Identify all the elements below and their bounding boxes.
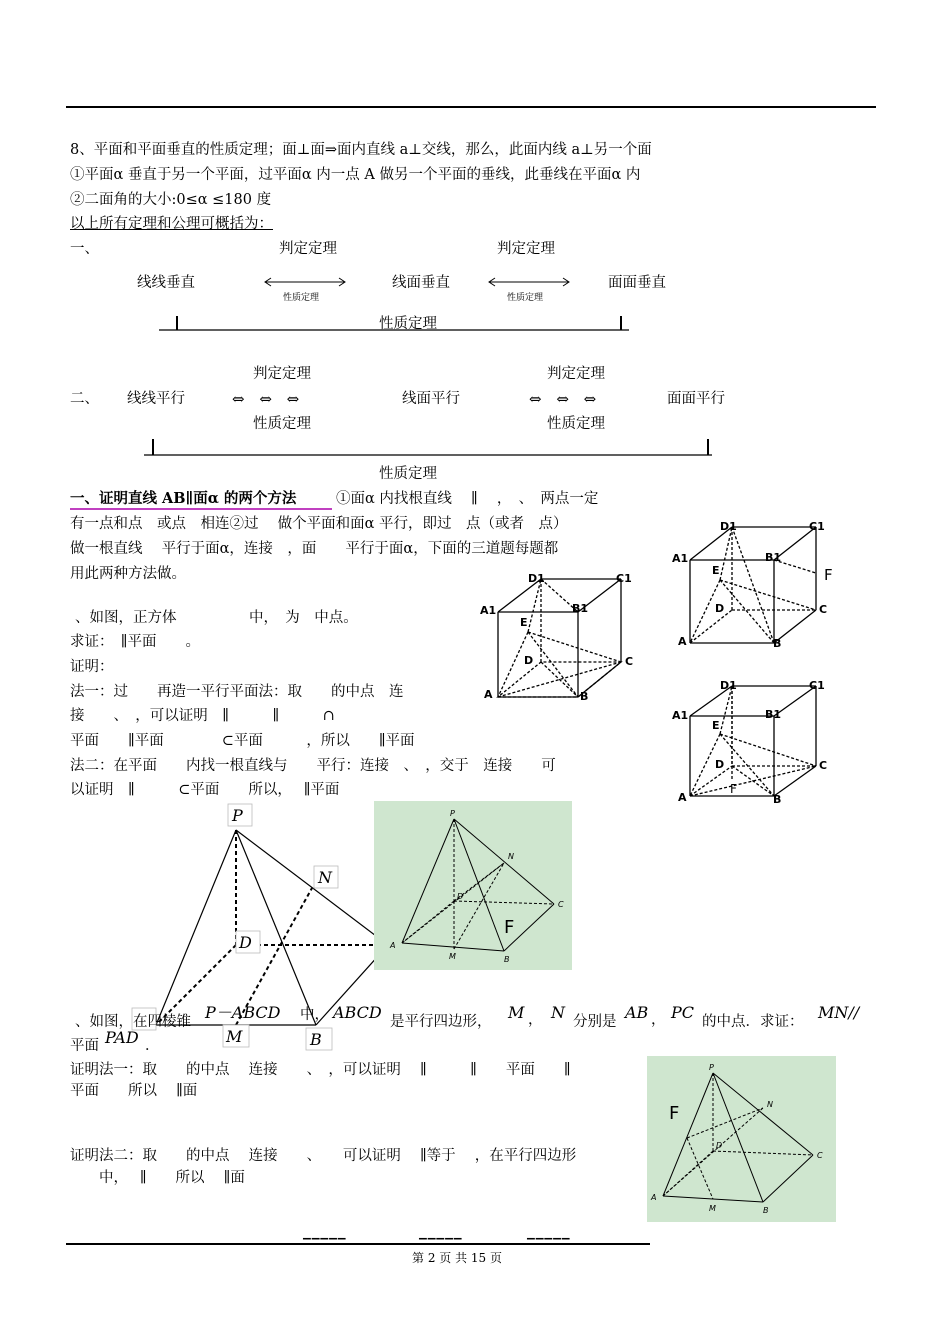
cube2-label-c: C bbox=[819, 603, 828, 616]
cube3-label-f: F bbox=[730, 782, 737, 796]
scheme2-arrows-1: ⇔ ⇔ ⇔ bbox=[232, 390, 300, 408]
cube2-label-b1: B1 bbox=[765, 551, 782, 564]
scheme2-judge-1: 判定定理 bbox=[253, 366, 311, 382]
pyramid-figure-green-top bbox=[374, 801, 572, 970]
ex2-ab: AB bbox=[625, 1003, 649, 1022]
pyr-label-p: P bbox=[232, 806, 243, 825]
ex2-dot: ． bbox=[145, 1038, 160, 1054]
method-line-4: 用此两种方法做。 bbox=[70, 566, 186, 582]
g2pyr-label-c: C bbox=[817, 1151, 823, 1160]
theorem-8-line: 8、平面和平面垂直的性质定理；面⊥面⇒面内直线 a⊥交线，那么，此面内线 a⊥另一个面 bbox=[70, 142, 652, 158]
g2pyr-label-d: D bbox=[716, 1141, 723, 1150]
ex2-m: M bbox=[508, 1003, 525, 1022]
method-line-1: ①面α 内找根直线 ∥ ， 、 两点一定 bbox=[336, 491, 599, 507]
ex1-line-1: 、如图，正方体 中， 为 中点。 bbox=[75, 610, 358, 626]
theorem-8-item-1: ①平面α 垂直于另一个平面，过平面α 内一点 A 做另一个平面的垂线，此垂线在平面α 内 bbox=[70, 167, 641, 183]
ex2-pabcd: P－ABCD bbox=[205, 1003, 281, 1022]
ex2-method1-b: 平面 所以 ∥面 bbox=[70, 1083, 198, 1099]
cube-figure-top-right bbox=[668, 518, 840, 650]
scheme2-arrows-2: ⇔ ⇔ ⇔ bbox=[529, 390, 597, 408]
scheme2-plane-plane: 面面平行 bbox=[667, 391, 725, 407]
g2pyr-label-a: A bbox=[651, 1193, 657, 1202]
gpyr-label-n: N bbox=[508, 852, 514, 861]
ex1-line-8: 以证明 ∥ ⊂平面 所以， ∥平面 bbox=[70, 782, 340, 798]
ex2-mn: MN// bbox=[818, 1003, 860, 1022]
method-line-2: 有一点和点 或点 相连②过 做个平面和面α 平行，即过 点（或者 点） bbox=[70, 516, 568, 532]
pyr-label-d: D bbox=[239, 933, 252, 952]
ex2-comma: ， bbox=[528, 1012, 543, 1028]
ex2-method1-a: 证明法一：取 的中点 连接 、 ，可以证明 ∥ ∥ 平面 ∥ bbox=[70, 1062, 571, 1078]
ex2-plane: 平面 bbox=[70, 1038, 99, 1054]
pyr-label-b: B bbox=[310, 1030, 322, 1049]
footer-rule bbox=[66, 1243, 650, 1245]
scheme1-prop-bottom: 性质定理 bbox=[379, 316, 437, 332]
cube3-label-a1: A1 bbox=[672, 709, 689, 722]
cube2-label-b: B bbox=[773, 637, 782, 650]
ex2-line-1: 、如图，在四棱锥 bbox=[75, 1014, 191, 1030]
g2pyr-label-n: N bbox=[767, 1100, 773, 1109]
method-line-3: 做一根直线 平行于面α，连接 ，面 平行于面α，下面的三道题每题都 bbox=[70, 541, 559, 557]
cube-label-b: B bbox=[580, 690, 589, 703]
scheme1-prop-small-2: 性质定理 bbox=[507, 293, 544, 303]
ex2-abcd: ABCD bbox=[333, 1003, 382, 1022]
header-rule bbox=[66, 106, 876, 108]
scheme1-plane-plane: 面面垂直 bbox=[608, 275, 666, 291]
ex1-line-3: 证明： bbox=[70, 659, 114, 675]
double-arrow-icon bbox=[262, 276, 348, 288]
cube-label-b1: B1 bbox=[572, 602, 589, 615]
scheme2-bracket bbox=[144, 436, 714, 458]
scheme1-line-line: 线线垂直 bbox=[137, 275, 195, 291]
gpyr-label-b: B bbox=[504, 955, 510, 964]
scheme1-judge-1: 判定定理 bbox=[279, 241, 337, 257]
ex1-line-4: 法一：过 再造一平行平面法：取 的中点 连 bbox=[70, 684, 404, 700]
g2pyr-label-f: F bbox=[669, 1103, 680, 1124]
ex2-zhong: 中， bbox=[300, 1007, 329, 1023]
cube2-label-e: E bbox=[712, 564, 720, 577]
scheme2-prop-2: 性质定理 bbox=[547, 416, 605, 432]
cube2-label-d: D bbox=[715, 602, 725, 615]
cube3-label-c: C bbox=[819, 759, 828, 772]
cube2-label-a1: A1 bbox=[672, 552, 689, 565]
scheme1-number: 一、 bbox=[70, 241, 99, 257]
theorem-8-item-2: ②二面角的大小:0≤α ≤180 度 bbox=[70, 192, 272, 208]
g2pyr-label-p: P bbox=[709, 1063, 714, 1072]
gpyr-label-c: C bbox=[558, 900, 564, 909]
cube2-label-c1: C1 bbox=[809, 520, 825, 533]
g2pyr-label-m: M bbox=[709, 1204, 716, 1213]
cube-figure-middle bbox=[478, 572, 648, 702]
summary-heading: 以上所有定理和公理可概括为： bbox=[70, 216, 273, 232]
ex2-comma-2: ， bbox=[651, 1012, 666, 1028]
g2pyr-label-b: B bbox=[763, 1206, 769, 1215]
cube-label-d: D bbox=[524, 654, 534, 667]
double-arrow-icon bbox=[486, 276, 572, 288]
scheme2-number: 二、 bbox=[70, 391, 99, 407]
ex2-pc: PC bbox=[671, 1003, 695, 1022]
cube3-label-b: B bbox=[773, 793, 782, 806]
method-title: 一、证明直线 AB∥面α 的两个方法 bbox=[70, 490, 297, 507]
gpyr-label-p: P bbox=[450, 809, 455, 818]
scheme2-prop-1: 性质定理 bbox=[253, 416, 311, 432]
ex2-method2-b: 中， ∥ 所以 ∥面 bbox=[70, 1170, 245, 1186]
scheme1-prop-small-1: 性质定理 bbox=[283, 293, 320, 303]
ex2-pad: PAD bbox=[105, 1028, 139, 1047]
ex1-line-5: 接 、 ，可以证明 ∥ ∥ ∩ bbox=[70, 708, 335, 724]
scheme1-judge-2: 判定定理 bbox=[497, 241, 555, 257]
cube2-label-a: A bbox=[678, 635, 687, 648]
ex2-mid-2: 分别是 bbox=[573, 1014, 617, 1030]
cube-label-a: A bbox=[484, 688, 493, 701]
gpyr-label-d: D bbox=[457, 892, 464, 901]
cube-label-c1: C1 bbox=[616, 572, 632, 585]
cube-label-e: E bbox=[520, 616, 528, 629]
cube3-label-e: E bbox=[712, 719, 720, 732]
cube3-label-b1: B1 bbox=[765, 708, 782, 721]
ex2-n: N bbox=[551, 1003, 565, 1022]
cube3-label-d: D bbox=[715, 758, 725, 771]
footer-mark-2: ▁▁▁▁▁ bbox=[419, 1229, 463, 1240]
cube3-label-c1: C1 bbox=[809, 679, 825, 692]
footer-mark-1: ▁▁▁▁▁ bbox=[303, 1229, 347, 1240]
gpyr-label-a: A bbox=[390, 941, 396, 950]
cube2-label-d1: D1 bbox=[720, 520, 737, 533]
scheme2-line-line: 线线平行 bbox=[127, 391, 185, 407]
gpyr-label-f: F bbox=[504, 917, 515, 938]
ex2-mid-1: 是平行四边形， bbox=[390, 1014, 492, 1030]
ex2-mid-3: 的中点．求证： bbox=[702, 1014, 804, 1030]
cube3-label-a: A bbox=[678, 791, 687, 804]
cube-label-d1: D1 bbox=[528, 572, 545, 585]
footer-mark-3: ▁▁▁▁▁ bbox=[527, 1229, 571, 1240]
ex2-method2-a: 证明法二：取 的中点 连接 、 可以证明 ∥等于 ，在平行四边形 bbox=[70, 1148, 577, 1164]
page-number: 第 2 页 共 15 页 bbox=[412, 1251, 502, 1265]
method-title-underline bbox=[70, 508, 332, 510]
cube-label-c: C bbox=[625, 655, 634, 668]
gpyr-label-m: M bbox=[449, 952, 456, 961]
pyr-label-m: M bbox=[226, 1027, 243, 1046]
ex1-line-2: 求证： ∥平面 。 bbox=[70, 634, 200, 650]
cube-label-a1: A1 bbox=[480, 604, 497, 617]
scheme1-line-plane: 线面垂直 bbox=[392, 275, 450, 291]
pyr-label-n: N bbox=[318, 868, 332, 887]
cube2-label-f: F bbox=[824, 566, 833, 584]
pyramid-figure-green-bottom bbox=[647, 1056, 836, 1222]
cube3-label-d1: D1 bbox=[720, 679, 737, 692]
ex1-line-7: 法二：在平面 内找一根直线与 平行：连接 、 ，交于 连接 可 bbox=[70, 758, 556, 774]
scheme2-line-plane: 线面平行 bbox=[402, 391, 460, 407]
ex1-line-6: 平面 ∥平面 ⊂平面 ，所以 ∥平面 bbox=[70, 733, 415, 749]
cube-figure-bottom-right bbox=[668, 676, 840, 808]
scheme2-prop-bottom: 性质定理 bbox=[379, 466, 437, 482]
scheme2-judge-2: 判定定理 bbox=[547, 366, 605, 382]
